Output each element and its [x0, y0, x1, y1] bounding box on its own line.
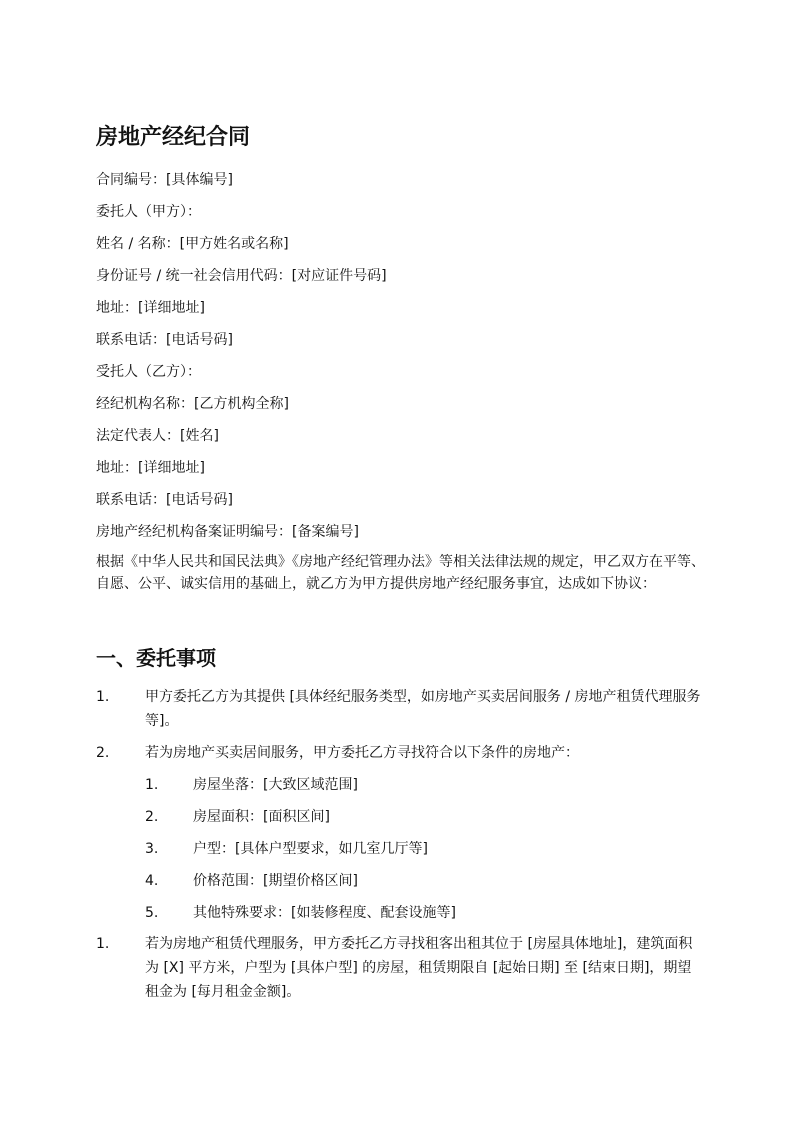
sub-list-item-number: 5. — [145, 905, 159, 921]
sub-list-item-text: 价格范围：[期望价格区间] — [193, 873, 358, 889]
list-item-text: 甲方委托乙方为其提供 [具体经纪服务类型，如房地产买卖居间服务 / 房地产租赁代理服务等]。 — [145, 689, 701, 729]
list-item-text: 若为房地产买卖居间服务，甲方委托乙方寻找符合以下条件的房地产： — [145, 745, 579, 761]
principal-id-line: 身份证号 / 统一社会信用代码：[对应证件号码] — [96, 268, 387, 284]
filing-number-line: 房地产经纪机构备案证明编号：[备案编号] — [96, 524, 359, 540]
list-item-number: 2. — [96, 745, 110, 761]
sub-list-item-number: 3. — [145, 841, 159, 857]
sub-list-item-text: 其他特殊要求：[如装修程度、配套设施等] — [193, 905, 456, 921]
sub-list-item-number: 1. — [145, 777, 159, 793]
sub-list-item-text: 房屋坐落：[大致区域范围] — [193, 777, 358, 793]
sub-list-item-text: 户型：[具体户型要求，如几室几厅等] — [193, 841, 428, 857]
sub-list-item-number: 4. — [145, 873, 159, 889]
list-item-text: 若为房地产租赁代理服务，甲方委托乙方寻找租客出租其位于 [房屋具体地址]，建筑面积为 [X] 平方米，户型为 [具体户型] 的房屋，租赁期限自 [起始日期] 至 [结束日期]，期望租金为 [每月租金金额]。 — [145, 936, 693, 1000]
agent-address-line: 地址：[详细地址] — [96, 460, 205, 476]
preamble-paragraph: 根据《中华人民共和国民法典》《房地产经纪管理办法》等相关法律法规的规定，甲乙双方在平等、自愿、公平、诚实信用的基础上，就乙方为甲方提供房地产经纪服务事宜，达成如下协议： — [96, 554, 705, 592]
agent-phone-line: 联系电话：[电话号码] — [96, 492, 233, 508]
legal-rep-line: 法定代表人：[姓名] — [96, 428, 219, 444]
principal-address-line: 地址：[详细地址] — [96, 300, 205, 316]
sub-list-item-text: 房屋面积：[面积区间] — [193, 809, 330, 825]
agency-name-line: 经纪机构名称：[乙方机构全称] — [96, 396, 289, 412]
principal-heading: 委托人（甲方）： — [96, 204, 201, 220]
agent-heading: 受托人（乙方）： — [96, 364, 201, 380]
principal-phone-line: 联系电话：[电话号码] — [96, 332, 233, 348]
section-heading-entrustment: 一、委托事项 — [96, 646, 216, 670]
list-item-number: 1. — [96, 689, 110, 705]
contract-number-line: 合同编号：[具体编号] — [96, 172, 233, 188]
sub-list-item-number: 2. — [145, 809, 159, 825]
list-item-number: 1. — [96, 936, 110, 952]
document-title: 房地产经纪合同 — [96, 125, 251, 150]
principal-name-line: 姓名 / 名称：[甲方姓名或名称] — [96, 236, 289, 252]
